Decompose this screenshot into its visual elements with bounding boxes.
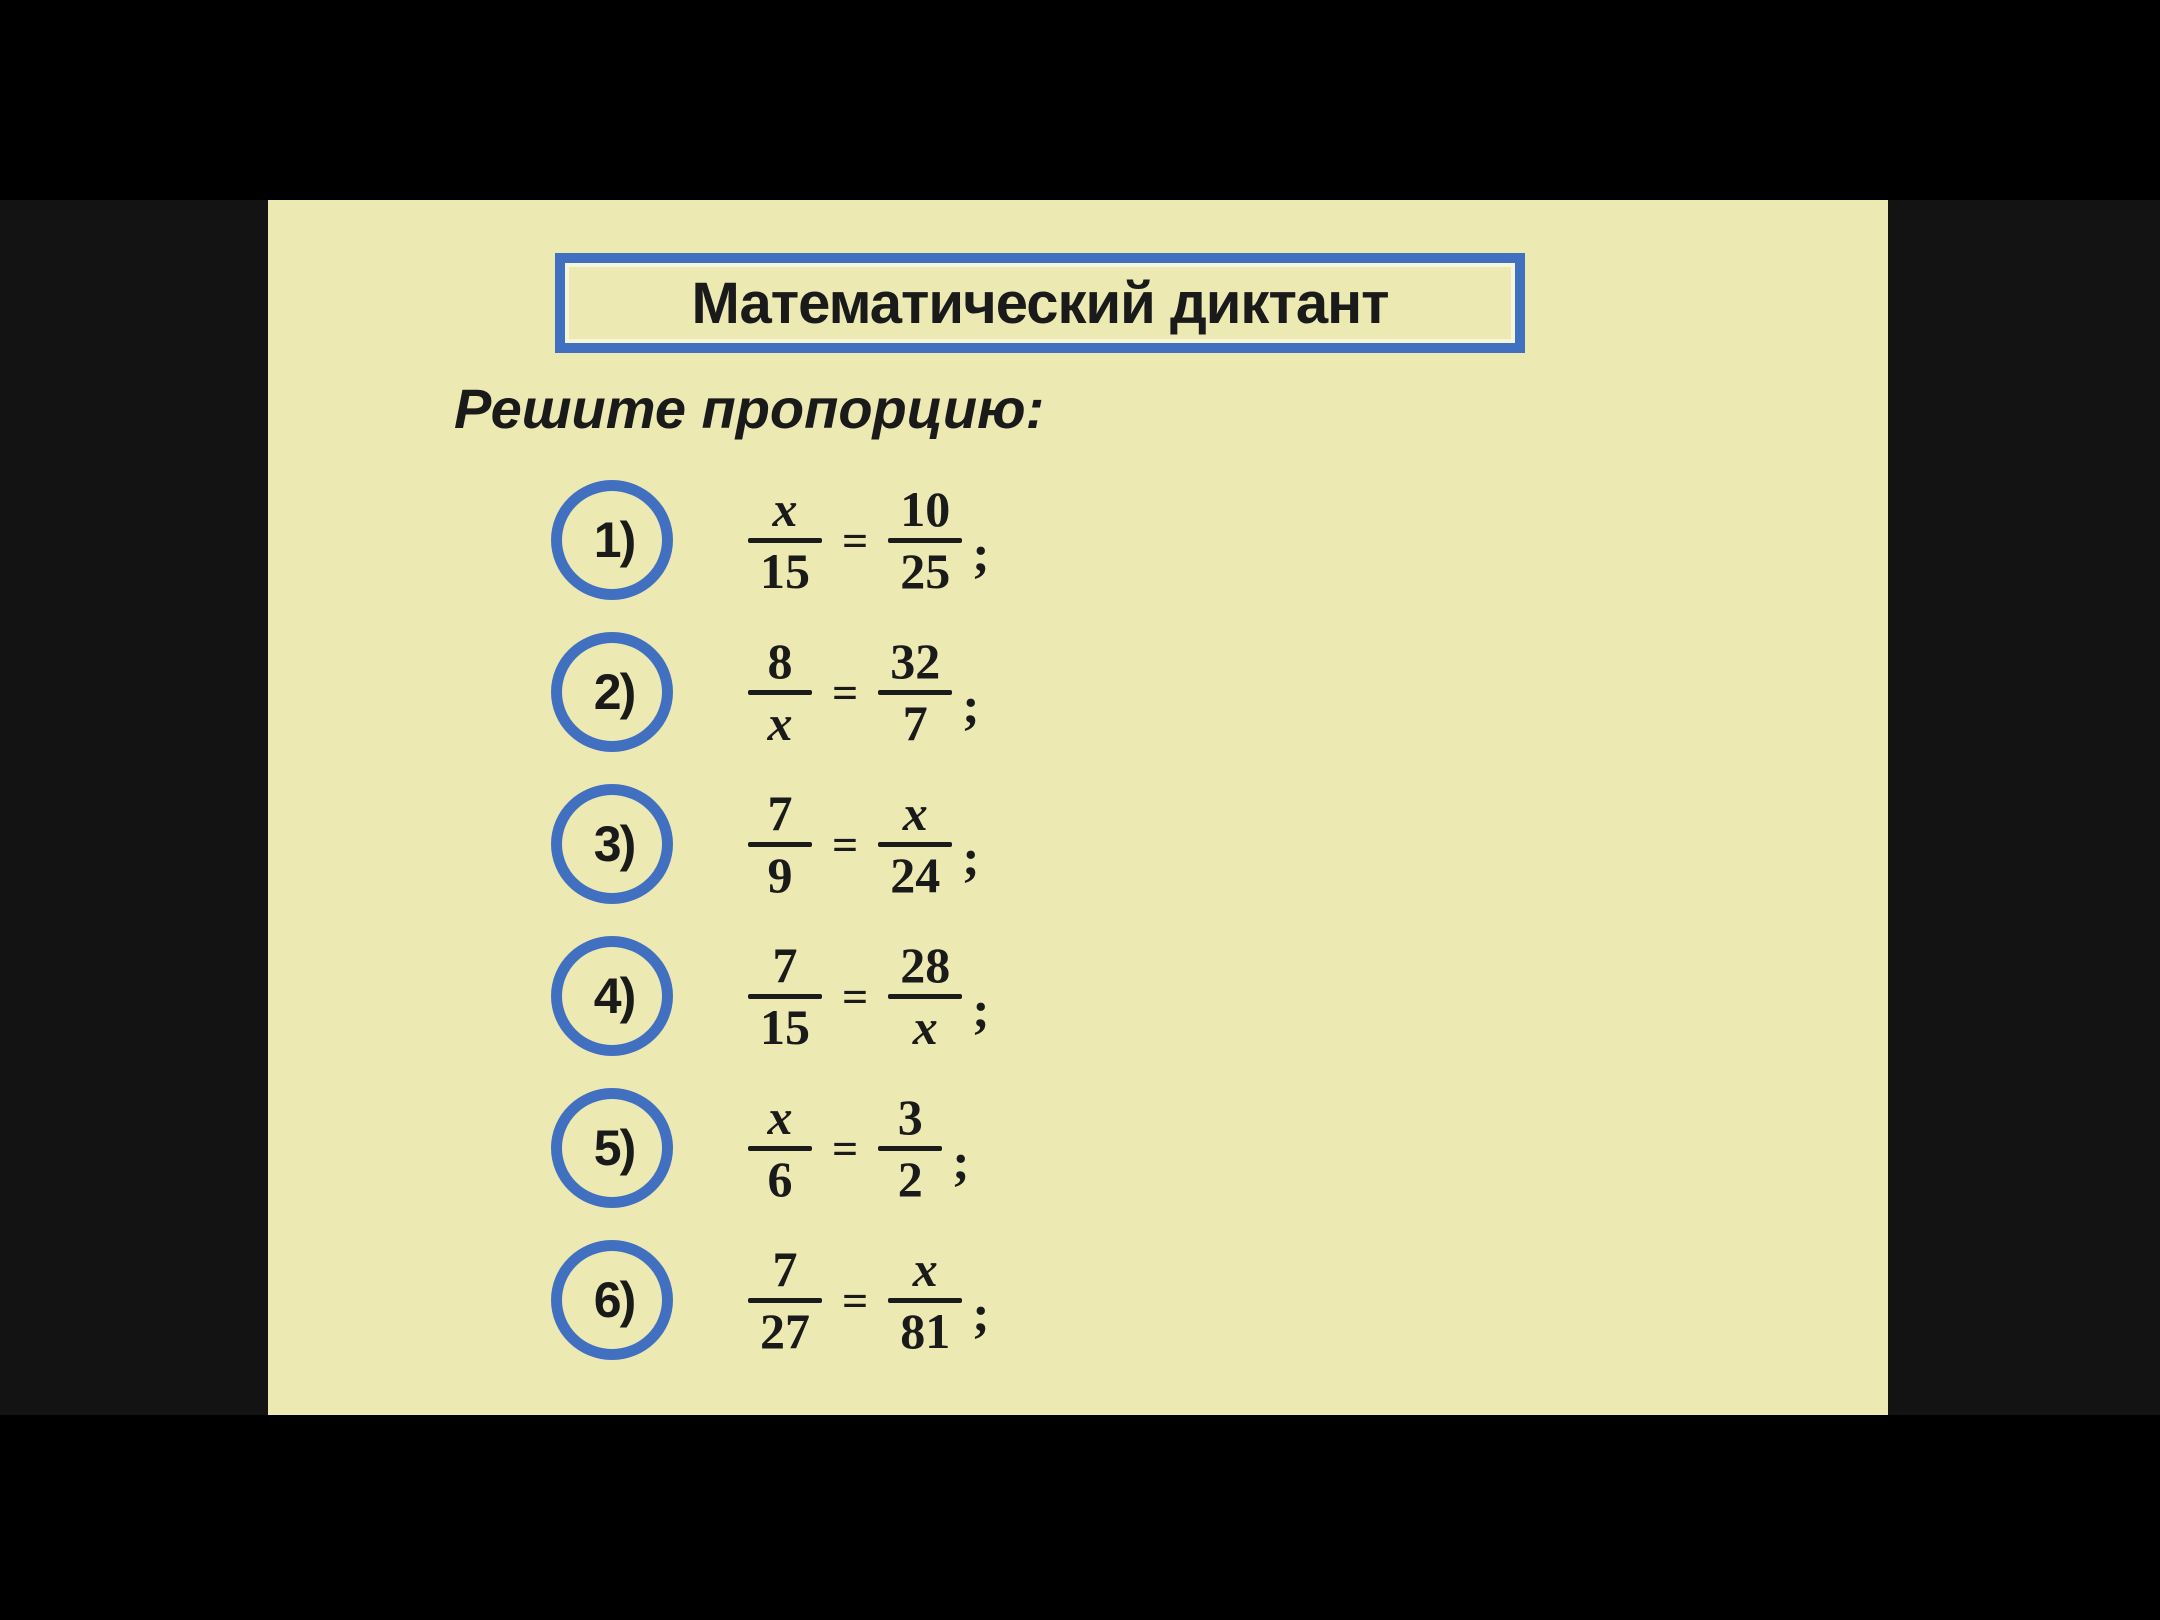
problem-number-badge: [551, 936, 673, 1056]
proportion-equation: [748, 1091, 970, 1205]
left-fraction: [748, 1091, 812, 1205]
right-denominator: 81: [900, 1302, 951, 1359]
left-fraction: [748, 787, 812, 901]
semicolon: ;: [952, 1133, 970, 1191]
right-fraction: [878, 787, 952, 901]
presentation-slide: [268, 200, 1888, 1415]
left-numerator: x: [767, 1089, 793, 1145]
equals-sign: =: [842, 514, 869, 566]
right-denominator: 25: [900, 542, 951, 599]
right-fraction-bar: [888, 1298, 962, 1303]
left-numerator: 7: [772, 1241, 798, 1297]
semicolon: ;: [972, 525, 990, 583]
proportion-equation: [748, 1243, 990, 1357]
left-fraction-bar: [748, 1146, 812, 1151]
slide-title: Математический диктант: [691, 270, 1389, 336]
left-denominator: 6: [767, 1150, 793, 1207]
problem-number-label: 5): [593, 1120, 635, 1176]
problem-number-label: 2): [593, 664, 635, 720]
right-numerator: x: [902, 785, 928, 841]
slide-title-box: [555, 253, 1525, 353]
problem-number-badge: [551, 480, 673, 600]
problem-number-badge: [551, 1240, 673, 1360]
left-denominator: x: [767, 694, 793, 751]
problem-list: [268, 464, 1888, 1376]
right-numerator: 3: [897, 1089, 923, 1145]
left-fraction: [748, 1243, 822, 1357]
proportion-equation: [748, 939, 990, 1053]
left-fraction: [748, 939, 822, 1053]
right-numerator: 32: [890, 633, 941, 689]
problem-row: [268, 768, 1888, 920]
equals-sign: =: [832, 1122, 859, 1174]
left-denominator: 15: [760, 998, 810, 1055]
right-denominator: 7: [902, 694, 928, 751]
equals-sign: =: [832, 818, 859, 870]
left-fraction-bar: [748, 538, 822, 543]
right-numerator: 28: [900, 937, 951, 993]
problem-row: [268, 464, 1888, 616]
right-denominator: 24: [890, 846, 941, 903]
right-fraction: [888, 939, 962, 1053]
right-fraction-bar: [878, 690, 952, 695]
equals-sign: =: [842, 970, 869, 1022]
right-fraction: [878, 1091, 942, 1205]
semicolon: ;: [972, 1285, 990, 1343]
left-denominator: 9: [767, 846, 793, 903]
semicolon: ;: [962, 829, 980, 887]
right-fraction-bar: [878, 1146, 942, 1151]
left-denominator: 15: [760, 542, 810, 599]
problem-number-label: 1): [593, 512, 635, 568]
problem-number-badge: [551, 1088, 673, 1208]
problem-number-label: 6): [593, 1272, 635, 1328]
semicolon: ;: [962, 677, 980, 735]
right-denominator: 2: [897, 1150, 923, 1207]
problem-number-label: 4): [593, 968, 635, 1024]
equals-sign: =: [832, 666, 859, 718]
left-fraction-bar: [748, 994, 822, 999]
right-fraction-bar: [888, 994, 962, 999]
equals-sign: =: [842, 1274, 869, 1326]
left-denominator: 27: [760, 1302, 810, 1359]
left-fraction-bar: [748, 842, 812, 847]
problem-row: [268, 616, 1888, 768]
left-numerator: 8: [767, 633, 793, 689]
semicolon: ;: [972, 981, 990, 1039]
proportion-equation: [748, 483, 990, 597]
left-fraction-bar: [748, 690, 812, 695]
right-fraction-bar: [878, 842, 952, 847]
right-numerator: x: [912, 1241, 938, 1297]
problem-number-badge: [551, 632, 673, 752]
left-fraction-bar: [748, 1298, 822, 1303]
problem-number-label: 3): [593, 816, 635, 872]
problem-row: [268, 920, 1888, 1072]
right-numerator: 10: [900, 481, 951, 537]
left-numerator: 7: [772, 937, 798, 993]
right-denominator: x: [912, 998, 938, 1055]
right-fraction: [888, 1243, 962, 1357]
left-fraction: [748, 483, 822, 597]
left-fraction: [748, 635, 812, 749]
problem-number-badge: [551, 784, 673, 904]
left-numerator: x: [772, 481, 798, 537]
right-fraction: [878, 635, 952, 749]
right-fraction: [888, 483, 962, 597]
right-fraction-bar: [888, 538, 962, 543]
left-numerator: 7: [767, 785, 793, 841]
proportion-equation: [748, 787, 980, 901]
proportion-equation: [748, 635, 980, 749]
problem-row: [268, 1072, 1888, 1224]
task-instruction: Решите пропорцию:: [454, 377, 1045, 440]
problem-row: [268, 1224, 1888, 1376]
